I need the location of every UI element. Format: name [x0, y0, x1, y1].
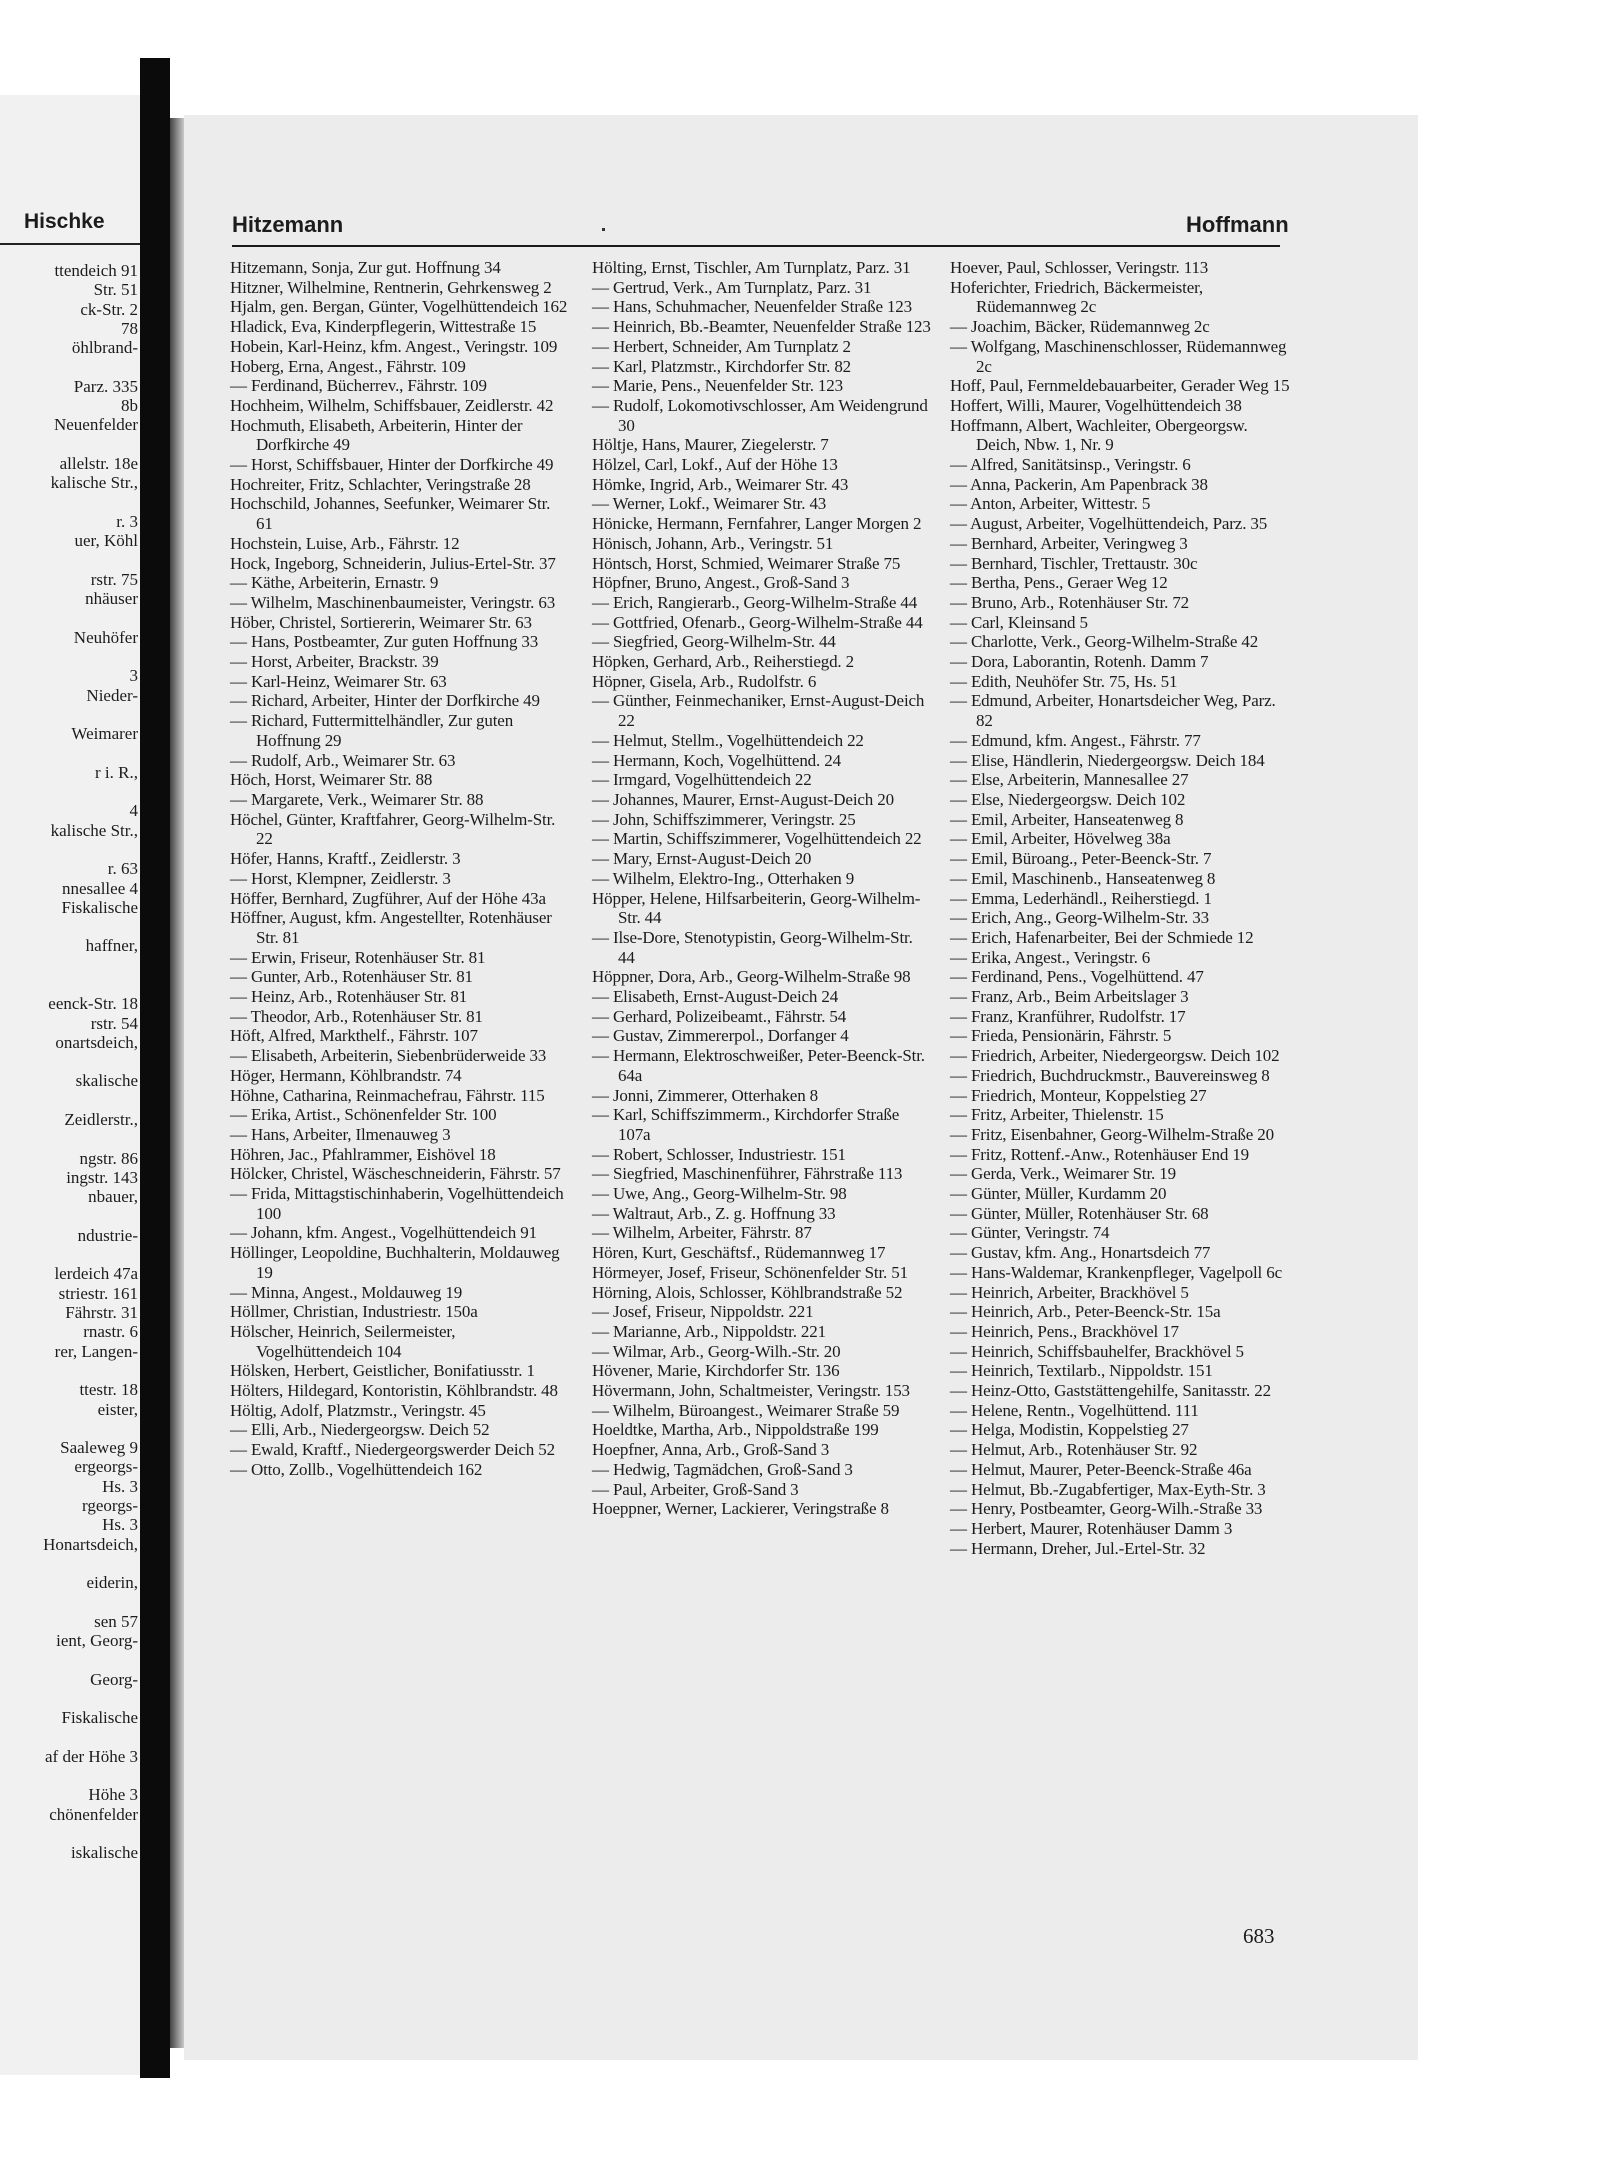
fragment-line: [0, 435, 140, 454]
directory-entry: Hladick, Eva, Kinderpflegerin, Wittestraße 15: [230, 317, 537, 337]
directory-entry: — Margarete, Verk., Weimarer Str. 88: [230, 789, 484, 809]
fragment-line: [0, 743, 140, 762]
directory-entry: Hoffmann, Albert, Wachleiter, Obergeorgsw. Deich, Nbw. 1, Nr. 9: [950, 415, 1248, 455]
directory-entry: — Emil, Maschinenb., Hanseatenweg 8: [950, 868, 1216, 888]
directory-entry: — Marie, Pens., Neuenfelder Str. 123: [592, 376, 843, 396]
directory-entry: — Anton, Arbeiter, Wittestr. 5: [950, 494, 1151, 514]
directory-entry: Höch, Horst, Weimarer Str. 88: [230, 770, 433, 790]
directory-entry: — Helmut, Arb., Rotenhäuser Str. 92: [950, 1440, 1198, 1460]
fragment-line: [0, 1689, 140, 1708]
directory-entry: — Franz, Kranführer, Rudolfstr. 17: [950, 1006, 1186, 1026]
directory-entry: — Friedrich, Arbeiter, Niedergeorgsw. Deich 102: [950, 1046, 1280, 1066]
directory-entry: — Joachim, Bäcker, Rüdemannweg 2c: [950, 317, 1210, 337]
directory-entry: — Hans-Waldemar, Krankenpfleger, Vagelpoll 6c: [950, 1262, 1282, 1282]
directory-entry: — Fritz, Eisenbahner, Georg-Wilhelm-Straße 20: [950, 1124, 1274, 1144]
directory-entry: — Heinrich, Schiffsbauhelfer, Brackhövel 5: [950, 1341, 1244, 1361]
fragment-line: [0, 1592, 140, 1611]
directory-entry: — Martin, Schiffszimmerer, Vogelhüttendeich 22: [592, 829, 922, 849]
directory-entry: — Johannes, Maurer, Ernst-August-Deich 20: [592, 789, 894, 809]
fragment-line: nhäuser: [85, 589, 138, 609]
facing-page-left: [0, 95, 140, 2075]
facing-page-header: Hischke: [24, 210, 105, 233]
fragment-line: [0, 1052, 140, 1071]
header-rule: [232, 245, 1280, 247]
directory-entry: — Edmund, Arbeiter, Honartsdeicher Weg, Parz. 82: [950, 691, 1276, 731]
directory-entry: — Theodor, Arb., Rotenhäuser Str. 81: [230, 1006, 483, 1026]
directory-entry: — Wilhelm, Maschinenbaumeister, Veringstr. 63: [230, 592, 556, 612]
directory-entry: — Ferdinand, Bücherrev., Fährstr. 109: [230, 376, 487, 396]
directory-entry: — Elisabeth, Ernst-August-Deich 24: [592, 987, 839, 1007]
directory-entry: Hölzel, Carl, Lokf., Auf der Höhe 13: [592, 455, 838, 475]
directory-entry: — Günter, Müller, Kurdamm 20: [950, 1184, 1167, 1204]
directory-entry: — Herbert, Maurer, Rotenhäuser Damm 3: [950, 1519, 1233, 1538]
directory-entry: — Richard, Arbeiter, Hinter der Dorfkirche 49: [230, 691, 540, 711]
directory-entry: Hochstein, Luise, Arb., Fährstr. 12: [230, 533, 460, 553]
directory-entry: — Fritz, Rottenf.-Anw., Rotenhäuser End 19: [950, 1144, 1250, 1164]
fragment-line: chönenfelder: [49, 1804, 138, 1824]
fragment-line: Neuhöfer: [73, 627, 138, 647]
directory-entry: — Richard, Futtermittelhändler, Zur guten Hoffnung 29: [230, 711, 514, 750]
facing-page-rule: [0, 243, 140, 245]
fragment-line: [0, 1129, 140, 1148]
directory-entry: Hönisch, Johann, Arb., Veringstr. 51: [592, 533, 834, 553]
directory-entry: Höpner, Gisela, Arb., Rudolfstr. 6: [592, 671, 817, 691]
directory-entry: — Emil, Arbeiter, Hövelweg 38a: [950, 829, 1171, 849]
directory-entry: — Helga, Modistin, Koppelstieg 27: [950, 1420, 1189, 1440]
fragment-line: ck-Str. 2: [80, 299, 138, 319]
directory-entry: Höllinger, Leopoldine, Buchhalterin, Moldauweg 19: [230, 1243, 560, 1282]
directory-entry: — Heinrich, Textilarb., Nippoldstr. 151: [950, 1361, 1213, 1381]
directory-entry: — Mary, Ernst-August-Deich 20: [592, 849, 812, 869]
fragment-line: r. 63: [107, 859, 138, 879]
directory-entry: — Heinrich, Arbeiter, Brackhövel 5: [950, 1282, 1189, 1302]
directory-entry: Hitzner, Wilhelmine, Rentnerin, Gehrkensweg 2: [230, 277, 552, 297]
fragment-line: [0, 550, 140, 569]
directory-entry: Hölting, Ernst, Tischler, Am Turnplatz, Parz. 31: [592, 258, 911, 277]
fragment-line: uer, Köhl: [74, 531, 138, 551]
fragment-line: [0, 1766, 140, 1785]
directory-entry: Hjalm, gen. Bergan, Günter, Vogelhüttendeich 162: [230, 297, 568, 317]
directory-entry: — Werner, Lokf., Weimarer Str. 43: [592, 494, 827, 514]
directory-entry: — Gustav, kfm. Ang., Honartsdeich 77: [950, 1243, 1211, 1263]
fragment-line: rer, Langen-: [54, 1341, 138, 1361]
directory-entry: — Hans, Schuhmacher, Neuenfelder Straße 123: [592, 297, 913, 317]
fragment-line: 3: [129, 666, 138, 686]
fragment-line: af der Höhe 3: [45, 1746, 138, 1766]
directory-entry: Hoffert, Willi, Maurer, Vogelhüttendeich 38: [950, 395, 1242, 415]
directory-entry: — Ilse-Dore, Stenotypistin, Georg-Wilhelm-Str. 44: [592, 927, 913, 967]
directory-entry: — Elisabeth, Arbeiterin, Siebenbrüderweide 33: [230, 1046, 547, 1066]
fragment-line: [0, 493, 140, 512]
fragment-line: [0, 647, 140, 666]
directory-entry: Höltje, Hans, Maurer, Ziegelerstr. 7: [592, 435, 829, 455]
fragment-line: Weimarer: [71, 724, 138, 744]
directory-entry: — Otto, Zollb., Vogelhüttendeich 162: [230, 1459, 483, 1479]
directory-entry: — Hermann, Elektroschweißer, Peter-Beenck-Str. 64a: [592, 1046, 925, 1085]
fragment-line: Saaleweg 9: [60, 1438, 138, 1458]
directory-entry: — Frida, Mittagstischinhaberin, Vogelhüttendeich 100: [230, 1184, 564, 1223]
directory-entry: Höft, Alfred, Markthelf., Fährstr. 107: [230, 1026, 478, 1046]
directory-entry: Höpken, Gerhard, Arb., Reiherstiegd. 2: [592, 652, 854, 672]
directory-entry: — Rudolf, Arb., Weimarer Str. 63: [230, 750, 456, 770]
fragment-line: ttestr. 18: [79, 1380, 138, 1400]
directory-entry: — Uwe, Ang., Georg-Wilhelm-Str. 98: [592, 1184, 847, 1204]
fragment-line: Fiskalische: [61, 897, 138, 917]
fragment-line: r. 3: [116, 511, 138, 531]
fragment-line: Zeidlerstr.,: [64, 1110, 138, 1130]
directory-entry: — Helmut, Bb.-Zugabfertiger, Max-Eyth-Str. 3: [950, 1479, 1266, 1499]
directory-entry: Hochschild, Johannes, Seefunker, Weimarer Str. 61: [230, 494, 551, 534]
fragment-line: rstr. 75: [90, 569, 138, 589]
fragment-line: [0, 1650, 140, 1669]
running-head-right: Hoffmann: [1186, 212, 1289, 237]
fragment-line: kalische Str.,: [50, 820, 138, 840]
directory-entry: — Erich, Ang., Georg-Wilhelm-Str. 33: [950, 908, 1209, 928]
directory-entry: — Ferdinand, Pens., Vogelhüttend. 47: [950, 967, 1204, 987]
directory-entry: — Wilhelm, Arbeiter, Fährstr. 87: [592, 1223, 812, 1243]
fragment-line: Hs. 3: [102, 1476, 138, 1496]
fragment-line: [0, 1419, 140, 1438]
directory-entry: — Franz, Arb., Beim Arbeitslager 3: [950, 987, 1189, 1007]
directory-entry: Hoberg, Erna, Angest., Fährstr. 109: [230, 356, 466, 376]
directory-entry: — Edmund, kfm. Angest., Fährstr. 77: [950, 730, 1201, 750]
directory-entry: — Karl-Heinz, Weimarer Str. 63: [230, 671, 447, 691]
directory-column-2: [592, 258, 932, 1519]
fragment-line: [0, 840, 140, 859]
directory-entry: Hochheim, Wilhelm, Schiffsbauer, Zeidlerstr. 42: [230, 395, 554, 415]
directory-entry: Höppner, Dora, Arb., Georg-Wilhelm-Straße 98: [592, 967, 911, 987]
directory-entry: Hölcker, Christel, Wäscheschneiderin, Fährstr. 57: [230, 1164, 561, 1184]
directory-entry: — Elise, Händlerin, Niedergeorgsw. Deich 184: [950, 750, 1265, 770]
fragment-line: onartsdeich,: [55, 1032, 138, 1052]
fragment-line: Hs. 3: [102, 1515, 138, 1535]
fragment-line: [0, 917, 140, 936]
fragment-line: striestr. 161: [58, 1283, 138, 1303]
directory-entry: — Horst, Arbeiter, Brackstr. 39: [230, 652, 439, 672]
directory-entry: Hörmeyer, Josef, Friseur, Schönenfelder Str. 51: [592, 1262, 908, 1282]
directory-column-1: [230, 258, 570, 1480]
directory-entry: Höger, Hermann, Köhlbrandstr. 74: [230, 1065, 462, 1085]
directory-entry: Hoferichter, Friedrich, Bäckermeister, Rüdemannweg 2c: [950, 277, 1204, 317]
directory-entry: — Ewald, Kraftf., Niedergeorgswerder Deich 52: [230, 1440, 555, 1460]
directory-entry: Höffner, August, kfm. Angestellter, Rotenhäuser Str. 81: [230, 908, 552, 947]
fragment-line: [0, 1824, 140, 1843]
fragment-line: skalische: [75, 1071, 138, 1091]
fragment-line: ndustrie-: [77, 1225, 138, 1245]
fragment-line: haffner,: [85, 936, 138, 956]
directory-entry: Höllmer, Christian, Industriestr. 150a: [230, 1302, 478, 1322]
directory-entry: — Erich, Hafenarbeiter, Bei der Schmiede 12: [950, 927, 1254, 947]
fragment-line: [0, 357, 140, 376]
directory-entry: — Herbert, Schneider, Am Turnplatz 2: [592, 336, 851, 356]
fragment-line: [0, 1245, 140, 1264]
directory-entry: — Edith, Neuhöfer Str. 75, Hs. 51: [950, 671, 1178, 691]
directory-entry: Hobein, Karl-Heinz, kfm. Angest., Veringstr. 109: [230, 336, 558, 356]
directory-entry: — Bernhard, Tischler, Trettaustr. 30c: [950, 553, 1198, 573]
page-gutter-shadow: [170, 118, 184, 2048]
fragment-line: 78: [121, 318, 138, 338]
directory-entry: Hoever, Paul, Schlosser, Veringstr. 113: [950, 258, 1209, 277]
directory-entry: — Bruno, Arb., Rotenhäuser Str. 72: [950, 592, 1190, 612]
directory-entry: Hölscher, Heinrich, Seilermeister, Vogelhüttendeich 104: [230, 1321, 456, 1361]
directory-entry: — Josef, Friseur, Nippoldstr. 221: [592, 1302, 814, 1322]
fragment-line: ttendeich 91: [54, 261, 138, 280]
directory-entry: — Gottfried, Ofenarb., Georg-Wilhelm-Straße 44: [592, 612, 923, 632]
fragment-line: Neuenfelder: [53, 415, 138, 435]
directory-entry: — Hans, Postbeamter, Zur guten Hoffnung 33: [230, 632, 539, 652]
fragment-line: ingstr. 143: [66, 1167, 138, 1187]
directory-entry: Hören, Kurt, Geschäftsf., Rüdemannweg 17: [592, 1243, 886, 1263]
fragment-line: Parz. 335: [73, 376, 138, 396]
directory-entry: — Heinz-Otto, Gaststättengehilfe, Sanitasstr. 22: [950, 1381, 1271, 1401]
directory-entry: Hövermann, John, Schaltmeister, Veringstr. 153: [592, 1381, 910, 1401]
directory-entry: — Emil, Arbeiter, Hanseatenweg 8: [950, 809, 1184, 829]
directory-entry: — Bernhard, Arbeiter, Veringweg 3: [950, 533, 1188, 553]
fragment-line: Nieder-: [86, 685, 138, 705]
directory-entry: — Gustav, Zimmererpol., Dorfanger 4: [592, 1026, 849, 1046]
fragment-line: [0, 705, 140, 724]
fragment-line: allelstr. 18e: [59, 453, 138, 473]
directory-entry: — Hermann, Dreher, Jul.-Ertel-Str. 32: [950, 1538, 1206, 1558]
fragment-line: rnastr. 6: [83, 1322, 138, 1342]
directory-entry: — Emma, Lederhändl., Reiherstiegd. 1: [950, 888, 1212, 908]
fragment-line: [0, 1207, 140, 1226]
directory-entry: — Friedrich, Buchdruckmstr., Bauvereinsweg 8: [950, 1065, 1270, 1085]
facing-page-fragments: [0, 261, 140, 1863]
directory-entry: — Wilmar, Arb., Georg-Wilh.-Str. 20: [592, 1341, 841, 1361]
directory-entry: — Heinrich, Pens., Brackhövel 17: [950, 1321, 1179, 1341]
directory-entry: Höltig, Adolf, Platzmstr., Veringstr. 45: [230, 1400, 486, 1420]
directory-entry: Hoff, Paul, Fernmeldebauarbeiter, Gerader Weg 15: [950, 376, 1290, 396]
directory-entry: — Fritz, Arbeiter, Thielenstr. 15: [950, 1105, 1164, 1125]
directory-entry: — Charlotte, Verk., Georg-Wilhelm-Straße 42: [950, 632, 1259, 652]
directory-entry: Hitzemann, Sonja, Zur gut. Hoffnung 34: [230, 258, 501, 277]
directory-entry: — Anna, Packerin, Am Papenbrack 38: [950, 474, 1208, 494]
fragment-line: rstr. 54: [90, 1013, 138, 1033]
directory-entry: Höfer, Hanns, Kraftf., Zeidlerstr. 3: [230, 849, 461, 869]
directory-entry: — Horst, Klempner, Zeidlerstr. 3: [230, 868, 451, 888]
fragment-line: [0, 975, 140, 994]
directory-entry: — Horst, Schiffsbauer, Hinter der Dorfkirche 49: [230, 455, 554, 475]
fragment-line: [0, 1091, 140, 1110]
page-number: 683: [1243, 1924, 1275, 1948]
directory-entry: — Gertrud, Verk., Am Turnplatz, Parz. 31: [592, 277, 872, 297]
directory-entry: — Gunter, Arb., Rotenhäuser Str. 81: [230, 967, 473, 987]
fragment-line: ergeorgs-: [74, 1457, 138, 1477]
directory-entry: — Erika, Angest., Veringstr. 6: [950, 947, 1151, 967]
fragment-line: Honartsdeich,: [43, 1534, 138, 1554]
directory-entry: — Hedwig, Tagmädchen, Groß-Sand 3: [592, 1459, 853, 1479]
running-head-left: Hitzemann: [232, 212, 344, 237]
directory-entry: — Dora, Laborantin, Rotenh. Damm 7: [950, 652, 1209, 672]
directory-entry: — Helene, Rentn., Vogelhüttend. 111: [950, 1400, 1199, 1420]
directory-entry: — Karl, Platzmstr., Kirchdorfer Str. 82: [592, 356, 852, 376]
fragment-line: 8b: [121, 396, 138, 416]
directory-entry: — August, Arbeiter, Vogelhüttendeich, Parz. 35: [950, 514, 1268, 534]
fragment-line: Fiskalische: [61, 1708, 138, 1728]
fragment-line: ient, Georg-: [56, 1631, 138, 1651]
directory-entry: Höffer, Bernhard, Zugführer, Auf der Höhe 43a: [230, 888, 546, 908]
directory-entry: Hövener, Marie, Kirchdorfer Str. 136: [592, 1361, 840, 1381]
directory-entry: — Helmut, Stellm., Vogelhüttendeich 22: [592, 730, 864, 750]
directory-entry: — Erwin, Friseur, Rotenhäuser Str. 81: [230, 947, 486, 967]
directory-entry: — Carl, Kleinsand 5: [950, 612, 1088, 632]
fragment-line: öhlbrand-: [71, 338, 138, 358]
fragment-line: eiderin,: [86, 1573, 138, 1593]
fragment-line: r i. R.,: [95, 762, 138, 782]
book-spine: [140, 58, 170, 2078]
directory-entry: — Bertha, Pens., Geraer Weg 12: [950, 573, 1168, 593]
directory-entry: — Waltraut, Arb., Z. g. Hoffnung 33: [592, 1203, 836, 1223]
fragment-line: iskalische: [70, 1843, 138, 1863]
directory-entry: Hömke, Ingrid, Arb., Weimarer Str. 43: [592, 474, 849, 494]
directory-entry: Hölsken, Herbert, Geistlicher, Bonifatiusstr. 1: [230, 1361, 535, 1381]
directory-entry: Höchel, Günter, Kraftfahrer, Georg-Wilhelm-Str. 22: [230, 809, 556, 849]
fragment-line: kalische Str.,: [50, 473, 138, 493]
fragment-line: Höhe 3: [88, 1785, 138, 1805]
fragment-line: nbauer,: [88, 1187, 138, 1207]
directory-entry: Hönicke, Hermann, Fernfahrer, Langer Morgen 2: [592, 514, 922, 534]
directory-entry: — Minna, Angest., Moldauweg 19: [230, 1282, 463, 1302]
directory-entry: — Erika, Artist., Schönenfelder Str. 100: [230, 1105, 497, 1125]
directory-entry: — Jonni, Zimmerer, Otterhaken 8: [592, 1085, 818, 1105]
directory-entry: Hochmuth, Elisabeth, Arbeiterin, Hinter der Dorfkirche 49: [230, 415, 523, 455]
directory-entry: — Karl, Schiffszimmerm., Kirchdorfer Straße 107a: [592, 1105, 900, 1144]
directory-entry: — Alfred, Sanitätsinsp., Veringstr. 6: [950, 455, 1191, 475]
directory-entry: — Else, Niedergeorgsw. Deich 102: [950, 789, 1186, 809]
directory-entry: — Helmut, Maurer, Peter-Beenck-Straße 46a: [950, 1459, 1252, 1479]
directory-entry: — Rudolf, Lokomotivschlosser, Am Weidengrund 30: [592, 395, 928, 435]
directory-entry: Höntsch, Horst, Schmied, Weimarer Straße 75: [592, 553, 901, 573]
fragment-line: [0, 1554, 140, 1573]
directory-entry: — Siegfried, Maschinenführer, Fährstraße 113: [592, 1164, 903, 1184]
directory-entry: — Else, Arbeiterin, Mannesallee 27: [950, 770, 1189, 790]
fragment-line: lerdeich 47a: [54, 1264, 138, 1284]
fragment-line: Fährstr. 31: [65, 1303, 138, 1323]
directory-entry: Höhren, Jac., Pfahlrammer, Eishövel 18: [230, 1144, 496, 1164]
fragment-line: nnesallee 4: [62, 878, 138, 898]
directory-entry: Höpfner, Bruno, Angest., Groß-Sand 3: [592, 573, 850, 593]
directory-entry: Hoepfner, Anna, Arb., Groß-Sand 3: [592, 1440, 830, 1460]
directory-entry: — Günther, Feinmechaniker, Ernst-August-Deich 22: [592, 691, 925, 731]
fragment-line: rgeorgs-: [81, 1496, 138, 1515]
directory-entry: — Wilhelm, Elektro-Ing., Otterhaken 9: [592, 868, 855, 888]
fragment-line: eenck-Str. 18: [48, 994, 138, 1014]
directory-entry: — Elli, Arb., Niedergeorgsw. Deich 52: [230, 1420, 490, 1440]
directory-entry: Hock, Ingeborg, Schneiderin, Julius-Ertel-Str. 37: [230, 553, 556, 573]
directory-entry: — Frieda, Pensionärin, Fährstr. 5: [950, 1026, 1172, 1046]
directory-entry: — Günter, Veringstr. 74: [950, 1223, 1110, 1243]
directory-entry: — Heinrich, Bb.-Beamter, Neuenfelder Straße 123: [592, 317, 931, 337]
fragment-line: [0, 782, 140, 801]
directory-entry: — John, Schiffszimmerer, Veringstr. 25: [592, 809, 856, 829]
directory-entry: Hoeldtke, Martha, Arb., Nippoldstraße 199: [592, 1420, 879, 1440]
fragment-line: Georg-: [90, 1669, 138, 1689]
fragment-line: sen 57: [94, 1611, 138, 1631]
directory-entry: — Heinrich, Arb., Peter-Beenck-Str. 15a: [950, 1302, 1221, 1322]
directory-entry: — Hans, Arbeiter, Ilmenauweg 3: [230, 1124, 451, 1144]
directory-entry: Hoeppner, Werner, Lackierer, Veringstraße 8: [592, 1499, 889, 1519]
directory-entry: — Heinz, Arb., Rotenhäuser Str. 81: [230, 987, 468, 1007]
directory-entry: — Käthe, Arbeiterin, Ernastr. 9: [230, 573, 439, 593]
fragment-line: [0, 1361, 140, 1380]
directory-entry: — Henry, Postbeamter, Georg-Wilh.-Straße 33: [950, 1499, 1263, 1519]
directory-entry: — Gerda, Verk., Weimarer Str. 19: [950, 1164, 1176, 1184]
directory-entry: Hölters, Hildegard, Kontoristin, Köhlbrandstr. 48: [230, 1381, 558, 1401]
directory-entry: — Friedrich, Monteur, Koppelstieg 27: [950, 1085, 1207, 1105]
directory-entry: Höber, Christel, Sortiererin, Weimarer Str. 63: [230, 612, 532, 632]
directory-entry: Hörning, Alois, Schlosser, Köhlbrandstraße 52: [592, 1282, 903, 1302]
directory-entry: — Marianne, Arb., Nippoldstr. 221: [592, 1321, 826, 1341]
fragment-line: [0, 956, 140, 975]
directory-entry: — Erich, Rangierarb., Georg-Wilhelm-Straße 44: [592, 592, 918, 612]
directory-entry: — Paul, Arbeiter, Groß-Sand 3: [592, 1479, 799, 1499]
fragment-line: eister,: [97, 1399, 138, 1419]
directory-entry: — Robert, Schlosser, Industriestr. 151: [592, 1144, 846, 1164]
directory-entry: — Johann, kfm. Angest., Vogelhüttendeich 91: [230, 1223, 537, 1243]
directory-entry: Höhne, Catharina, Reinmachefrau, Fährstr. 115: [230, 1085, 545, 1105]
header-dot: [602, 228, 605, 231]
directory-column-3: [950, 258, 1290, 1558]
directory-entry: — Gerhard, Polizeibeamt., Fährstr. 54: [592, 1006, 847, 1026]
fragment-line: [0, 1728, 140, 1747]
directory-entry: — Emil, Büroang., Peter-Beenck-Str. 7: [950, 849, 1212, 869]
directory-entry: — Hermann, Koch, Vogelhüttend. 24: [592, 750, 841, 770]
directory-entry: — Günter, Müller, Rotenhäuser Str. 68: [950, 1203, 1209, 1223]
directory-entry: Hochreiter, Fritz, Schlachter, Veringstraße 28: [230, 474, 531, 494]
directory-entry: — Wilhelm, Büroangest., Weimarer Straße 59: [592, 1400, 900, 1420]
fragment-line: ngstr. 86: [79, 1148, 138, 1168]
directory-entry: — Siegfried, Georg-Wilhelm-Str. 44: [592, 632, 836, 652]
directory-entry: — Irmgard, Vogelhüttendeich 22: [592, 770, 812, 790]
directory-entry: Höpper, Helene, Hilfsarbeiterin, Georg-Wilhelm-Str. 44: [592, 888, 921, 928]
fragment-line: 4: [129, 801, 138, 821]
directory-entry: — Wolfgang, Maschinenschlosser, Rüdemannweg 2c: [950, 336, 1287, 376]
fragment-line: [0, 608, 140, 627]
fragment-line: Str. 51: [93, 280, 138, 300]
